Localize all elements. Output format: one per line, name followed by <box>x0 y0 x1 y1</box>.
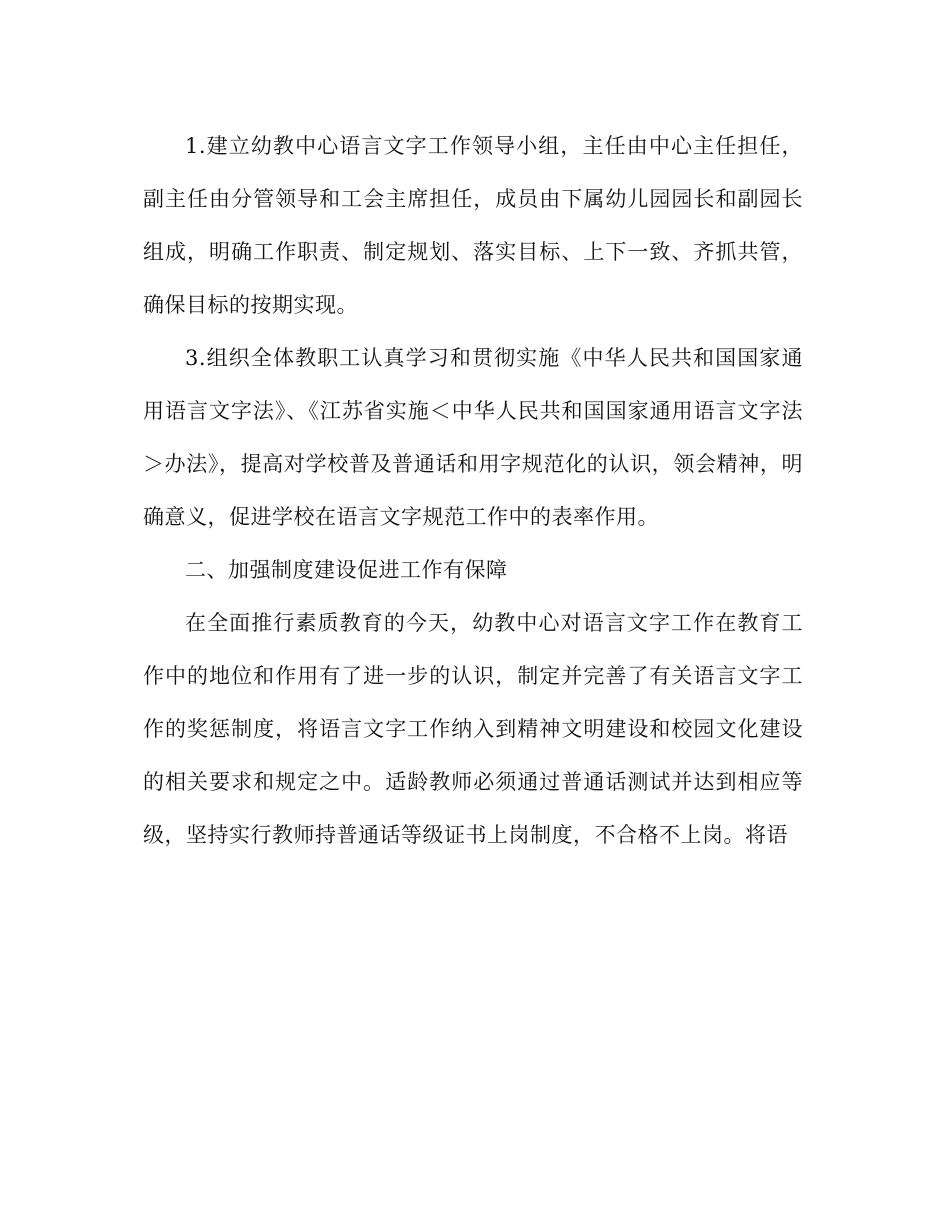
paragraph-law-study: 3.组织全体教职工认真学习和贯彻实施《中华人民共和国国家通用语言文字法》、《江苏省实施＜中华人民共和国国家通用语言文字法＞办法》，提高对学校普及普通话和用字规范化的认识，领会精神，明确意义，促进学校在语言文字规范工作中的表率作用。 <box>143 346 803 529</box>
document-body <box>143 120 803 862</box>
paragraph-quality-education: 在全面推行素质教育的今天，幼教中心对语言文字工作在教育工作中的地位和作用有了进一步的认识，制定并完善了有关语言文字工作的奖惩制度，将语言文字工作纳入到精神文明建设和校园文化建设的相关要求和规定之中。适龄教师必须通过普通话测试并达到相应等级，坚持实行教师持普通话等级证书上岗制度，不合格不上岗。将语 <box>143 611 803 847</box>
section-heading-system-building: 二、加强制度建设促进工作有保障 <box>185 558 508 582</box>
paragraph-leadership-group: 1.建立幼教中心语言文字工作领导小组，主任由中心主任担任，副主任由分管领导和工会主席担任，成员由下属幼儿园园长和副园长组成，明确工作职责、制定规划、落实目标、上下一致、齐抓共管，确保目标的按期实现。 <box>143 134 803 317</box>
